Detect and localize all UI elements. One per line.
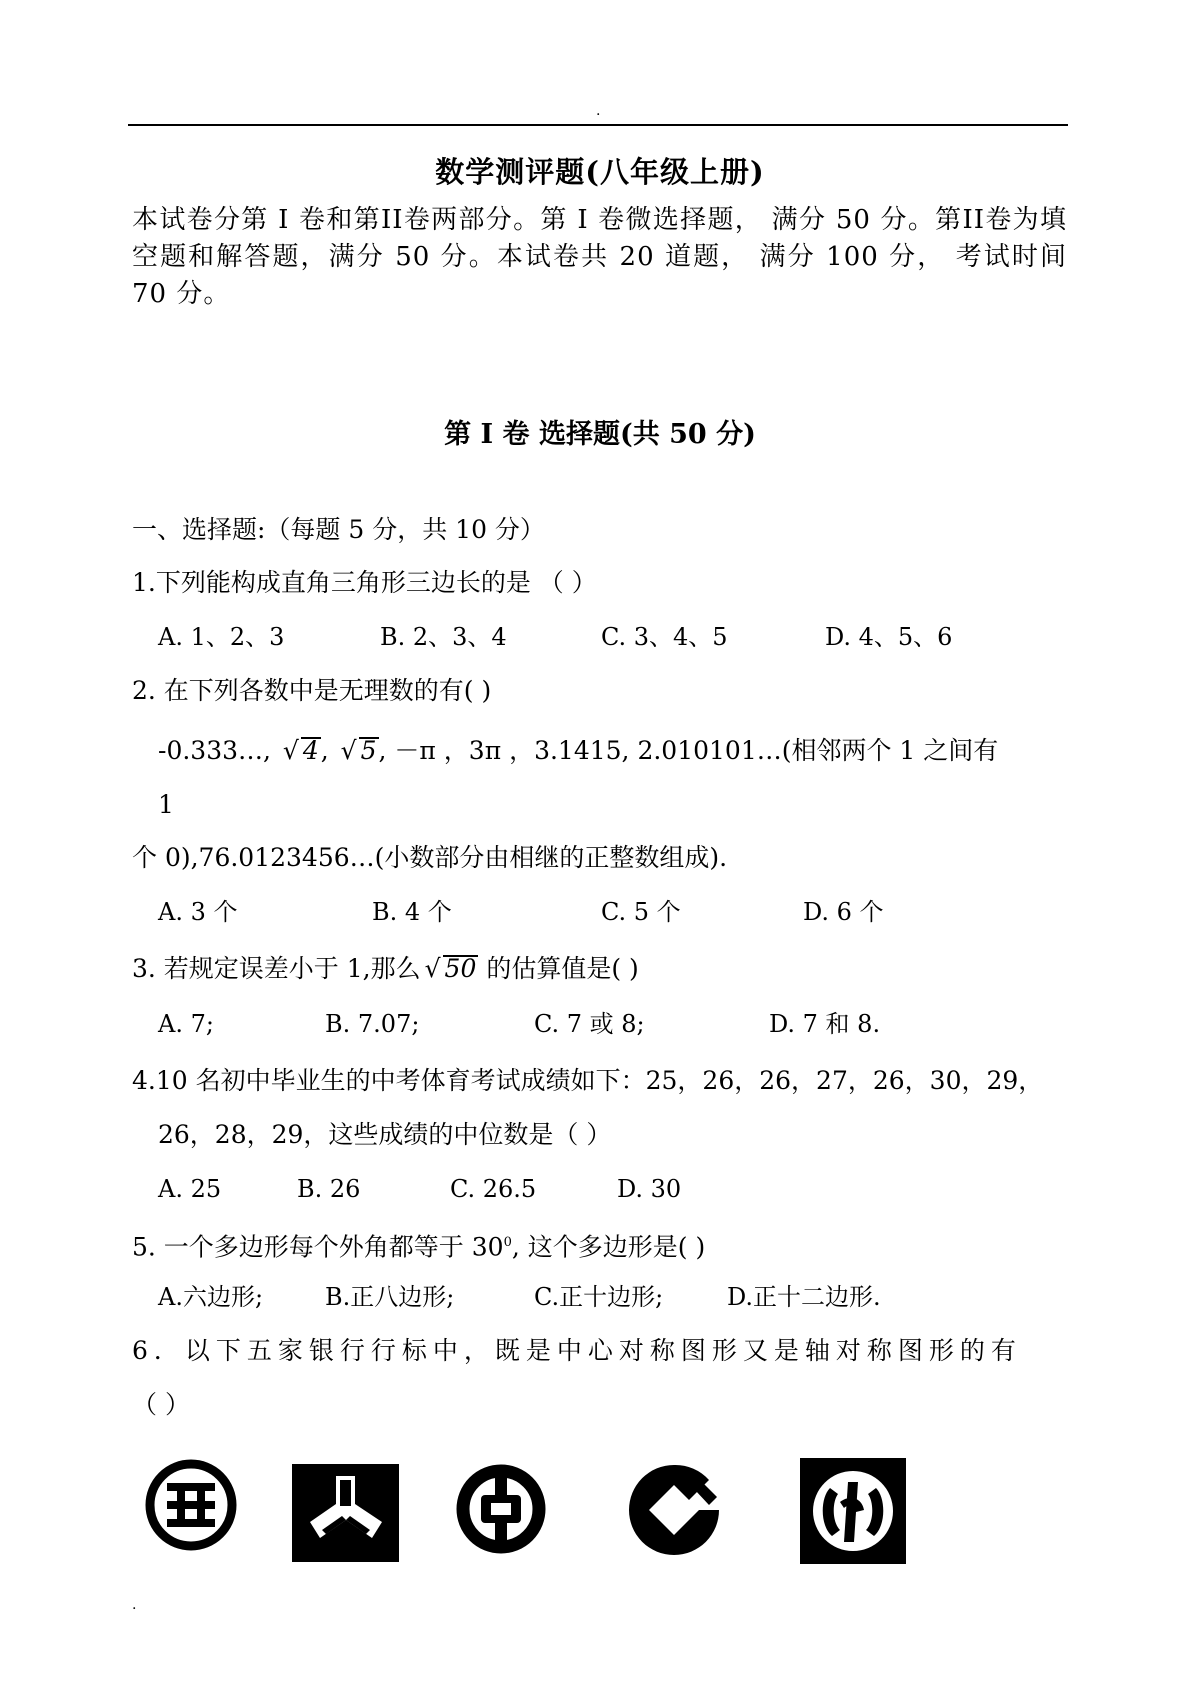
q5-option-c: C.正十边形; xyxy=(534,1283,664,1311)
sqrt-icon: √ xyxy=(340,736,357,765)
q5-option-b: B.正八边形; xyxy=(325,1283,455,1311)
q3-option-a: A. 7; xyxy=(158,1010,214,1038)
q3-option-b: B. 7.07; xyxy=(325,1010,420,1038)
page-title: 数学测评题(八年级上册) xyxy=(435,155,765,189)
header-rule xyxy=(128,124,1068,126)
q2-option-c: C. 5 个 xyxy=(601,898,681,926)
question-4-stem-line1: 4.10 名初中毕业生的中考体育考试成绩如下：25，26，26，27，26，30，29， xyxy=(132,1066,1044,1095)
question-4-stem-line2: 26，28，29，这些成绩的中位数是（ ） xyxy=(158,1120,612,1149)
q3-sqrt-50: 50 xyxy=(444,954,477,983)
boc-logo-icon xyxy=(453,1461,549,1557)
q3-option-d: D. 7 和 8. xyxy=(769,1010,881,1038)
q2-sqrt-5: 5 xyxy=(360,736,377,765)
degree-superscript: 0 xyxy=(503,1235,512,1250)
question-1-stem: 1.下列能构成直角三角形三边长的是 （ ） xyxy=(132,568,597,597)
ccb-logo-icon xyxy=(625,1461,723,1559)
q3-stem-b: 的估算值是( ) xyxy=(486,954,639,983)
icbc-logo-icon xyxy=(143,1457,239,1553)
question-2-line3: 个 0),76.0123456…(小数部分由相继的正整数组成). xyxy=(132,843,728,872)
part-heading: 一、选择题:（每题 5 分，共 10 分） xyxy=(132,515,545,544)
q5-stem-b: , 这个多边形是( ) xyxy=(511,1232,706,1262)
sqrt-icon: √ xyxy=(282,736,299,765)
q4-option-a: A. 25 xyxy=(158,1175,222,1203)
sqrt-icon: √ xyxy=(424,954,441,983)
q1-option-d: D. 4、5、6 xyxy=(825,623,953,651)
q5-option-d: D.正十二边形. xyxy=(727,1283,881,1311)
q1-option-b: B. 2、3、4 xyxy=(380,623,507,651)
footer-dot: . xyxy=(132,1597,137,1613)
q2-option-a: A. 3 个 xyxy=(158,898,238,926)
section-title: 第 I 卷 选择题(共 50 分) xyxy=(444,419,756,450)
q4-option-c: C. 26.5 xyxy=(450,1175,537,1203)
intro-paragraph: 本试卷分第 I 卷和第II卷两部分。第 I 卷微选择题， 满分 50 分。第II卷为填空题和解答题，满分 50 分。本试卷共 20 道题， 满分 100 分， 考试时间 70 分。 xyxy=(132,205,1067,309)
q2-option-b: B. 4 个 xyxy=(372,898,452,926)
question-6-paren: （ ） xyxy=(132,1390,190,1419)
q4-option-b: B. 26 xyxy=(297,1175,361,1203)
question-2-numbers xyxy=(158,736,998,766)
question-3-stem xyxy=(132,954,639,984)
q2-option-d: D. 6 个 xyxy=(803,898,884,926)
header-dot: . xyxy=(596,103,601,119)
q1-option-c: C. 3、4、5 xyxy=(601,623,728,651)
bocom-logo-icon xyxy=(800,1458,906,1564)
question-6-stem: 6．以下五家银行行标中，既是中心对称图形又是轴对称图形的有 xyxy=(132,1336,1022,1365)
q5-stem-a: 5. 一个多边形每个外角都等于 30 xyxy=(132,1232,504,1262)
q2-sep: , xyxy=(320,736,329,765)
abc-logo-icon xyxy=(292,1464,399,1562)
question-5-stem xyxy=(132,1228,705,1262)
q2-sqrt-4: 4 xyxy=(302,736,319,765)
q4-option-d: D. 30 xyxy=(617,1175,682,1203)
q5-option-a: A.六边形; xyxy=(158,1283,264,1311)
q3-stem-a: 3. 若规定误差小于 1,那么 xyxy=(132,954,421,983)
q1-option-a: A. 1、2、3 xyxy=(158,623,285,651)
question-2-stem: 2. 在下列各数中是无理数的有( ) xyxy=(132,676,492,705)
question-2-wrap: 1 xyxy=(158,790,174,819)
q2-rest: , －π ，3π ，3.1415, 2.010101…(相邻两个 1 之间有 xyxy=(378,736,999,765)
q2-number-1: -0.333…, xyxy=(158,736,271,765)
q3-option-c: C. 7 或 8; xyxy=(534,1010,645,1038)
